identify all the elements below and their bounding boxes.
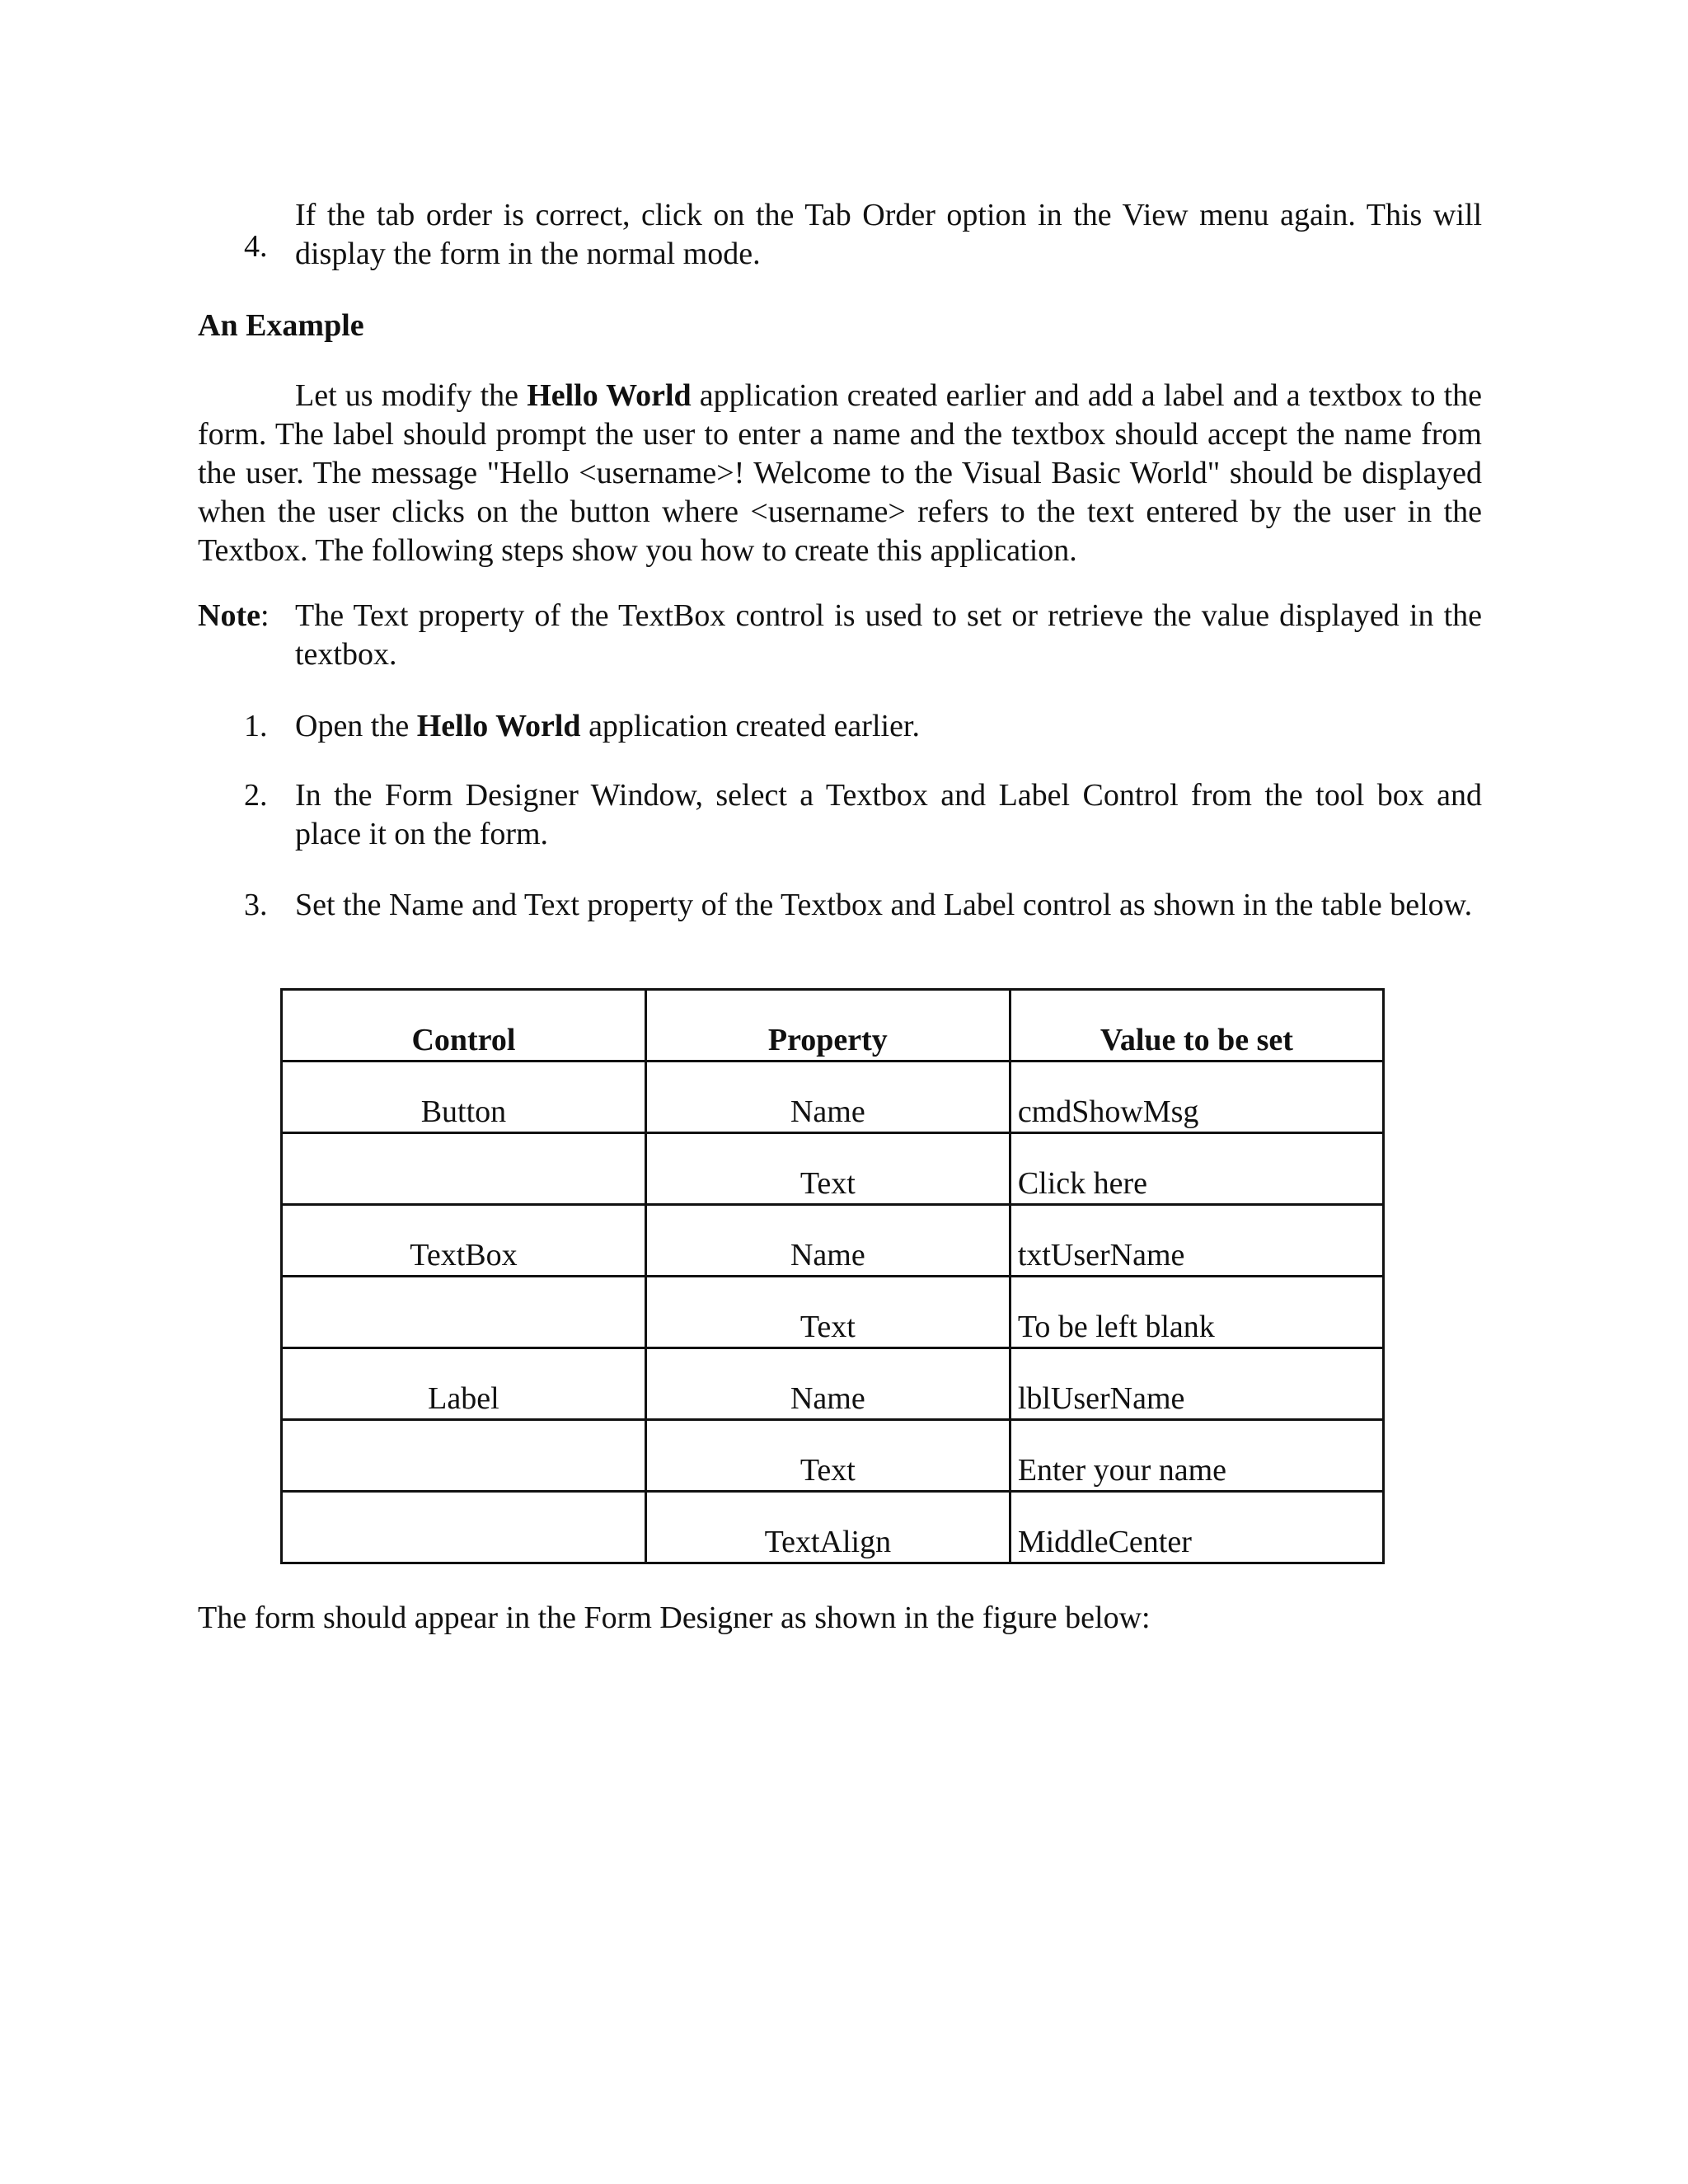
- intro-paragraph: [198, 377, 1482, 570]
- cell-control: TextBox: [282, 1205, 646, 1277]
- table-row: [282, 1277, 1384, 1348]
- cell-value: MiddleCenter: [1010, 1492, 1383, 1563]
- closing-sentence: The form should appear in the Form Designer as shown in the figure below:: [198, 1601, 1151, 1635]
- step-text-part: application created earlier.: [580, 709, 920, 743]
- table-row: [282, 1492, 1384, 1563]
- step-text: Set the Name and Text property of the Textbox and Label control as shown in the table below.: [295, 888, 1473, 922]
- property-table: [280, 988, 1385, 1564]
- table-row: [282, 1205, 1384, 1277]
- cell-value: Click here: [1010, 1133, 1383, 1205]
- cell-control: Button: [282, 1062, 646, 1133]
- section-heading: An Example: [198, 308, 364, 343]
- intro-text: application created earlier and add a label and a textbox to the form. The label should prompt the user to enter a name and the textbox should accept the name from the user. The message "Hello <username>! Welcome to the Visual Basic World" should be displayed when the user clicks on the button where <username> refers to the text entered by the user in the Textbox. The following steps show you how to create this application.: [198, 378, 1483, 568]
- step-text: [295, 707, 1482, 746]
- cell-control: [282, 1133, 646, 1205]
- table-row: [282, 1420, 1384, 1492]
- cell-control: [282, 1420, 646, 1492]
- cell-value: txtUserName: [1010, 1205, 1383, 1277]
- list-number: 4.: [244, 229, 268, 264]
- cell-value: To be left blank: [1010, 1277, 1383, 1348]
- step-text-part: Open the: [295, 709, 417, 743]
- note-text: The Text property of the TextBox control is used to set or retrieve the value displayed in the textbox.: [295, 598, 1482, 672]
- step-number: 1.: [244, 709, 268, 743]
- step-bold-text: Hello World: [416, 709, 581, 743]
- cell-control: Label: [282, 1348, 646, 1420]
- cell-property: Text: [645, 1420, 1010, 1492]
- note-label-text: Note: [198, 598, 260, 633]
- table-row: [282, 1348, 1384, 1420]
- cell-property: Text: [645, 1277, 1010, 1348]
- cell-value: lblUserName: [1010, 1348, 1383, 1420]
- header-property: Property: [645, 990, 1010, 1062]
- cell-property: Text: [645, 1133, 1010, 1205]
- cell-control: [282, 1277, 646, 1348]
- step-text: In the Form Designer Window, select a Textbox and Label Control from the tool box and place it on the form.: [295, 778, 1482, 851]
- cell-control: [282, 1492, 646, 1563]
- cell-property: Name: [645, 1348, 1010, 1420]
- cell-property: Name: [645, 1062, 1010, 1133]
- table-header-row: [282, 990, 1384, 1062]
- intro-bold-text: Hello World: [527, 378, 692, 413]
- cell-property: TextAlign: [645, 1492, 1010, 1563]
- header-control: Control: [282, 990, 646, 1062]
- table-row: [282, 1062, 1384, 1133]
- header-value: Value to be set: [1010, 990, 1383, 1062]
- step-number: 2.: [244, 778, 268, 813]
- cell-value: cmdShowMsg: [1010, 1062, 1383, 1133]
- note-colon: :: [260, 598, 270, 633]
- intro-text: Let us modify the: [295, 378, 528, 413]
- step-number: 3.: [244, 888, 268, 922]
- note-label: [198, 597, 270, 635]
- table-row: [282, 1133, 1384, 1205]
- list-item-text: If the tab order is correct, click on the Tab Order option in the View menu again. This will display the form in the normal mode.: [295, 198, 1482, 271]
- cell-value: Enter your name: [1010, 1420, 1383, 1492]
- cell-property: Name: [645, 1205, 1010, 1277]
